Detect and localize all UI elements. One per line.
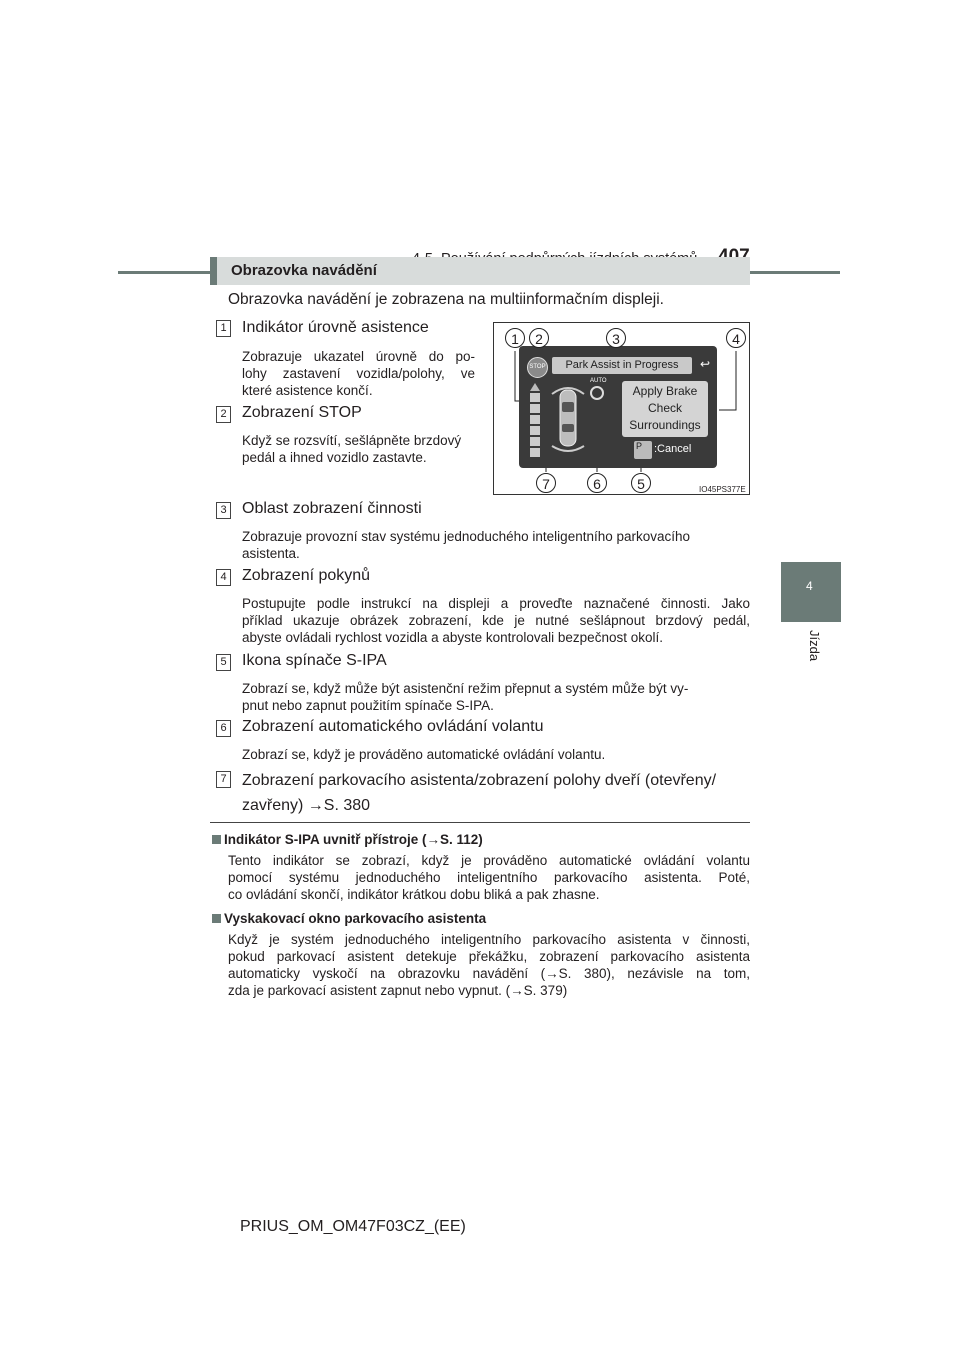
instruction-line: Surroundings bbox=[629, 418, 701, 432]
document-code: PRIUS_OM_OM47F03CZ_(EE) bbox=[240, 1218, 466, 1235]
chapter-tab-number: 4 bbox=[806, 579, 813, 593]
assist-level-indicator bbox=[530, 383, 540, 461]
item-title: Zobrazení pokynů bbox=[242, 567, 371, 584]
s-ipa-switch-icon: P bbox=[634, 441, 652, 459]
note-body: Když je systém jednoduchého inteligentního parkovacího asistenta v činnosti, pokud parkovací asistent detekuje překážku, zobrazení parkovacího asistenta automaticky vyskočí na obrazovku navádění (→S. 380), nezávisle na tom, zda je parkovací asistent zapnut nebo vypnut. (→S. 379) bbox=[228, 932, 750, 998]
stop-indicator-icon: STOP bbox=[527, 357, 548, 378]
item-title: Oblast zobrazení činnosti bbox=[242, 500, 422, 517]
section-heading-text: Obrazovka navádění bbox=[231, 262, 377, 279]
notes-divider bbox=[210, 822, 750, 823]
callout-6: 6 bbox=[587, 473, 607, 493]
section-intro: Obrazovka navádění je zobrazena na multiinformačním displeji. bbox=[228, 291, 664, 308]
item-number: 5 bbox=[216, 654, 231, 671]
item-number: 4 bbox=[216, 569, 231, 586]
item-description: Zobrazuje ukazatel úrovně do po- lohy zastavení vozidla/polohy, ve které asistence končí. bbox=[242, 349, 475, 398]
auto-label: AUTO bbox=[590, 378, 607, 384]
status-label: Park Assist in Progress bbox=[552, 357, 692, 374]
note-heading: Vyskakovací okno parkovacího asistenta bbox=[212, 911, 486, 926]
item-number: 3 bbox=[216, 502, 231, 519]
bullet-square-icon bbox=[212, 914, 221, 923]
callout-4: 4 bbox=[726, 328, 746, 348]
instruction-line: Check bbox=[647, 401, 682, 415]
item-description: Když se rozsvítí, sešlápněte brzdový pedál a ihned vozidlo zastavte. bbox=[242, 433, 462, 465]
item-description: Postupujte podle instrukcí na displeji a proveďte naznačené činnosti. Jako příklad ukazuje obrázek zobrazení, kde je nutné sešlápnout brzdový pedál, abyste ovládali rychlost vozidla a abyste kontrolovali bezpečnost okolí. bbox=[242, 596, 750, 645]
item-title: Zobrazení STOP bbox=[242, 404, 362, 421]
callout-3: 3 bbox=[606, 328, 626, 348]
chapter-label bbox=[792, 622, 836, 668]
item-title: Indikátor úrovně asistence bbox=[242, 319, 429, 336]
callout-5: 5 bbox=[631, 473, 651, 493]
item-description: Zobrazuje provozní stav systému jednoduchého inteligentního parkovacího asistenta. bbox=[242, 529, 691, 561]
figure-code: IO45PS377E bbox=[699, 485, 746, 494]
back-icon: ↩ bbox=[699, 357, 711, 371]
item-number: 6 bbox=[216, 720, 231, 737]
note-heading: Indikátor S-IPA uvnitř přístroje (→S. 112) bbox=[212, 832, 483, 847]
section-heading bbox=[210, 257, 750, 285]
instruction-box bbox=[622, 381, 708, 437]
bullet-square-icon bbox=[212, 835, 221, 844]
item-number: 7 bbox=[216, 771, 231, 788]
callout-2: 2 bbox=[529, 328, 549, 348]
item-title: Zobrazení automatického ovládání volantu bbox=[242, 718, 544, 735]
item-title: Ikona spínače S-IPA bbox=[242, 652, 387, 669]
chapter-tab bbox=[781, 562, 841, 622]
callout-7: 7 bbox=[536, 473, 556, 493]
item-number: 2 bbox=[216, 406, 231, 423]
item-description: Zobrazí se, když je prováděno automatické ovládání volantu. bbox=[242, 747, 606, 762]
car-door-position-icon bbox=[548, 384, 588, 456]
cancel-label: :Cancel bbox=[654, 443, 692, 455]
chapter-label-text: Jízda bbox=[807, 630, 822, 662]
item-description: Zobrazí se, když může být asistenční režim přepnut a systém může být vy- pnut nebo zapnut použitím spínače S-IPA. bbox=[242, 681, 689, 713]
note-body: Tento indikátor se zobrazí, když je prováděno automatické ovládání volantu pomocí systému jednoduchého inteligentního parkovacího asistenta. Poté, co ovládání skončí, indikátor krátkou dobu bliká a pak zhasne. bbox=[228, 853, 750, 902]
callout-1: 1 bbox=[505, 328, 525, 348]
steering-wheel-icon bbox=[590, 386, 604, 400]
item-title: Zobrazení parkovacího asistenta/zobrazení polohy dveří (otevřeny/ zavřeny) →S. 380 bbox=[242, 772, 717, 814]
instruction-line: Apply Brake bbox=[632, 384, 698, 398]
item-number: 1 bbox=[216, 320, 231, 337]
